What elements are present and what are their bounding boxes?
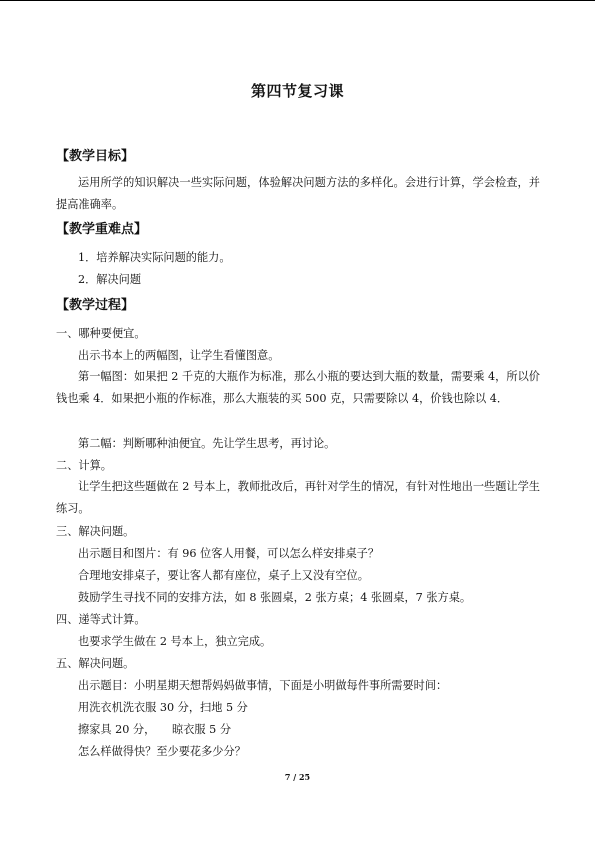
header-rule: [0, 0, 595, 1]
process-part2-paragraph: 让学生把这些题做在 2 号本上，教师批改后，再针对学生的情况，有针对性地出一些题让学生练习。: [56, 480, 540, 515]
process-part5-line2: 用洗衣机洗衣服 30 分，扫地 5 分: [78, 701, 248, 714]
process-part5-title: 五、解决问题。: [56, 657, 135, 670]
section-heading-process: 【教学过程】: [56, 298, 135, 313]
page-number: 7 / 25: [284, 772, 311, 782]
process-part3-title: 三、解决问题。: [56, 525, 135, 538]
key-point-item-1: 1．培养解决实际问题的能力。: [78, 251, 231, 264]
process-part4-title: 四、递等式计算。: [56, 613, 146, 626]
section-heading-goals: 【教学目标】: [56, 149, 135, 164]
section-heading-key-points: 【教学重难点】: [56, 222, 148, 237]
process-part5-line4: 怎么样做得快？至少要花多少分？: [78, 745, 246, 758]
process-part1-line1: 出示书本上的两幅图，让学生看懂图意。: [78, 349, 280, 362]
goals-paragraph: 运用所学的知识解决一些实际问题，体验解决问题方法的多样化。会进行计算，学会检查，并提高准确率。: [56, 176, 540, 211]
process-part1-title: 一、哪种要便宜。: [56, 327, 146, 340]
process-part1-paragraph: 第一幅图：如果把 2 千克的大瓶作为标准，那么小瓶的要达到大瓶的数量，需要乘 4，所以价钱也乘 4．如果把小瓶的作标准，那么大瓶装的买 500 克，只需要除以 4，价钱也除以 4．: [56, 370, 540, 405]
process-part1-line3: 第二幅：判断哪种油便宜。先让学生思考，再讨论。: [78, 437, 336, 450]
process-part3-line2: 合理地安排桌子，要让客人都有座位，桌子上又没有空位。: [78, 569, 369, 582]
process-part4-line1: 也要求学生做在 2 号本上，独立完成。: [78, 635, 272, 648]
page-title: 第四节复习课: [250, 82, 344, 100]
key-point-item-2: 2．解决问题: [78, 273, 142, 286]
process-part5-line1: 出示题目：小明星期天想帮妈妈做事情，下面是小明做每件事所需要时间：: [78, 679, 448, 692]
process-part2-title: 二、计算。: [56, 459, 112, 472]
process-part5-line3: 擦家具 20 分， 晾衣服 5 分: [78, 723, 232, 736]
process-part3-line1: 出示题目和图片：有 96 位客人用餐，可以怎么样安排桌子？: [78, 547, 380, 560]
process-part3-line3: 鼓励学生寻找不同的安排方法，如 8 张圆桌，2 张方桌；4 张圆桌，7 张方桌。: [78, 591, 472, 604]
